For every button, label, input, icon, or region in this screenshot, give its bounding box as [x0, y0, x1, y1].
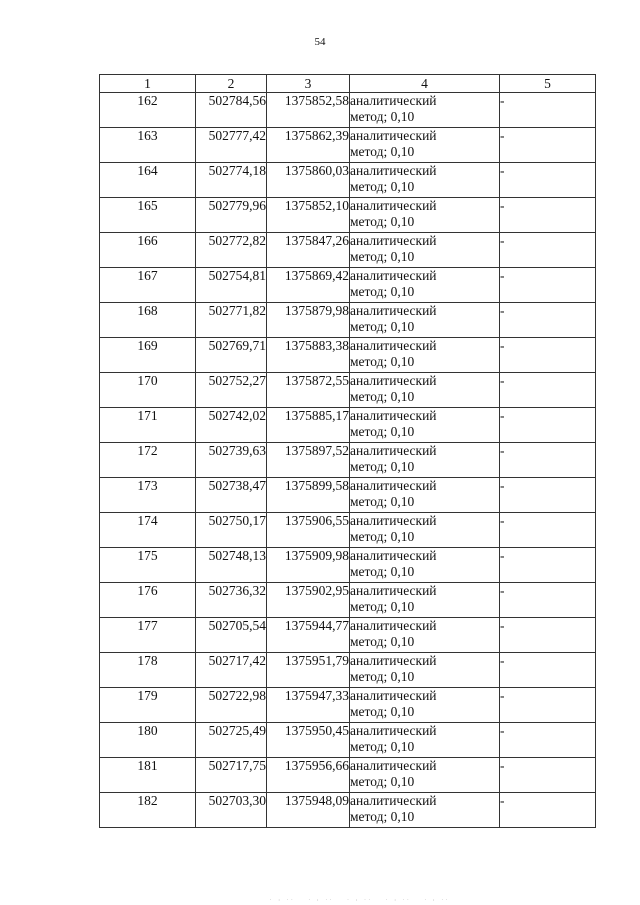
x-coordinate-cell: 502722,98 — [196, 688, 267, 723]
method-accuracy-cell — [350, 478, 500, 513]
x-coordinate-cell: 502784,56 — [196, 93, 267, 128]
point-number-cell: 173 — [100, 478, 196, 513]
y-coordinate-cell: 1375897,52 — [267, 443, 350, 478]
note-cell: - — [500, 128, 596, 163]
table-row — [100, 93, 596, 128]
method-accuracy-cell — [350, 793, 500, 828]
point-number-cell: 169 — [100, 338, 196, 373]
table-row — [100, 513, 596, 548]
y-coordinate-cell: 1375862,39 — [267, 128, 350, 163]
table-row — [100, 688, 596, 723]
method-text: аналитический — [350, 478, 437, 493]
method-accuracy-text: метод; 0,10 — [350, 109, 415, 124]
x-coordinate-cell: 502754,81 — [196, 268, 267, 303]
method-text: аналитический — [350, 198, 437, 213]
method-text: аналитический — [350, 373, 437, 388]
method-text: аналитический — [350, 443, 437, 458]
x-coordinate-cell: 502717,75 — [196, 758, 267, 793]
point-number-cell: 167 — [100, 268, 196, 303]
y-coordinate-cell: 1375944,77 — [267, 618, 350, 653]
note-cell: - — [500, 688, 596, 723]
method-accuracy-text: метод; 0,10 — [350, 704, 415, 719]
method-accuracy-cell — [350, 198, 500, 233]
table-row — [100, 198, 596, 233]
method-text: аналитический — [350, 303, 437, 318]
point-number-cell: 175 — [100, 548, 196, 583]
note-cell: - — [500, 478, 596, 513]
method-accuracy-text: метод; 0,10 — [350, 634, 415, 649]
method-text: аналитический — [350, 93, 437, 108]
point-number-cell: 179 — [100, 688, 196, 723]
column-header-1: 1 — [100, 75, 196, 93]
table-row — [100, 478, 596, 513]
header-row — [100, 75, 596, 93]
method-accuracy-cell — [350, 268, 500, 303]
method-accuracy-cell — [350, 618, 500, 653]
x-coordinate-cell: 502777,42 — [196, 128, 267, 163]
method-accuracy-text: метод; 0,10 — [350, 424, 415, 439]
table-row — [100, 548, 596, 583]
note-cell: - — [500, 548, 596, 583]
note-cell: - — [500, 233, 596, 268]
note-cell: - — [500, 338, 596, 373]
table-row — [100, 163, 596, 198]
method-accuracy-cell — [350, 723, 500, 758]
y-coordinate-cell: 1375902,95 — [267, 583, 350, 618]
x-coordinate-cell: 502769,71 — [196, 338, 267, 373]
y-coordinate-cell: 1375879,98 — [267, 303, 350, 338]
x-coordinate-cell: 502742,02 — [196, 408, 267, 443]
y-coordinate-cell: 1375869,42 — [267, 268, 350, 303]
point-number-cell: 172 — [100, 443, 196, 478]
point-number-cell: 182 — [100, 793, 196, 828]
x-coordinate-cell: 502717,42 — [196, 653, 267, 688]
note-cell: - — [500, 793, 596, 828]
method-text: аналитический — [350, 128, 437, 143]
note-cell: - — [500, 93, 596, 128]
method-text: аналитический — [350, 338, 437, 353]
method-accuracy-cell — [350, 443, 500, 478]
y-coordinate-cell: 1375950,45 — [267, 723, 350, 758]
table-row — [100, 303, 596, 338]
method-text: аналитический — [350, 233, 437, 248]
method-accuracy-cell — [350, 548, 500, 583]
note-cell: - — [500, 268, 596, 303]
x-coordinate-cell: 502705,54 — [196, 618, 267, 653]
method-accuracy-cell — [350, 583, 500, 618]
note-cell: - — [500, 618, 596, 653]
x-coordinate-cell: 502703,30 — [196, 793, 267, 828]
table-row — [100, 373, 596, 408]
y-coordinate-cell: 1375852,10 — [267, 198, 350, 233]
method-text: аналитический — [350, 408, 437, 423]
note-cell: - — [500, 443, 596, 478]
method-accuracy-text: метод; 0,10 — [350, 774, 415, 789]
method-text: аналитический — [350, 548, 437, 563]
point-number-cell: 178 — [100, 653, 196, 688]
table-row — [100, 758, 596, 793]
x-coordinate-cell: 502736,32 — [196, 583, 267, 618]
y-coordinate-cell: 1375860,03 — [267, 163, 350, 198]
method-accuracy-cell — [350, 128, 500, 163]
x-coordinate-cell: 502774,18 — [196, 163, 267, 198]
method-accuracy-text: метод; 0,10 — [350, 179, 415, 194]
x-coordinate-cell: 502772,82 — [196, 233, 267, 268]
method-accuracy-cell — [350, 93, 500, 128]
point-number-cell: 163 — [100, 128, 196, 163]
method-accuracy-text: метод; 0,10 — [350, 354, 415, 369]
x-coordinate-cell: 502771,82 — [196, 303, 267, 338]
point-number-cell: 164 — [100, 163, 196, 198]
page-number: 54 — [314, 36, 326, 48]
y-coordinate-cell: 1375883,38 — [267, 338, 350, 373]
scan-artifact-marks: . , .. ´ . , .. ` . , .. ´ . , .. ` . , .. — [270, 897, 451, 902]
x-coordinate-cell: 502750,17 — [196, 513, 267, 548]
method-text: аналитический — [350, 583, 437, 598]
table-row — [100, 268, 596, 303]
column-header-2: 2 — [196, 75, 267, 93]
method-accuracy-cell — [350, 688, 500, 723]
method-text: аналитический — [350, 618, 437, 633]
x-coordinate-cell: 502738,47 — [196, 478, 267, 513]
method-accuracy-cell — [350, 408, 500, 443]
point-number-cell: 165 — [100, 198, 196, 233]
table-row — [100, 583, 596, 618]
method-accuracy-cell — [350, 373, 500, 408]
y-coordinate-cell: 1375885,17 — [267, 408, 350, 443]
point-number-cell: 180 — [100, 723, 196, 758]
method-text: аналитический — [350, 653, 437, 668]
method-accuracy-text: метод; 0,10 — [350, 564, 415, 579]
point-number-cell: 174 — [100, 513, 196, 548]
method-accuracy-text: метод; 0,10 — [350, 284, 415, 299]
method-text: аналитический — [350, 723, 437, 738]
point-number-cell: 176 — [100, 583, 196, 618]
table-row — [100, 338, 596, 373]
y-coordinate-cell: 1375947,33 — [267, 688, 350, 723]
method-accuracy-text: метод; 0,10 — [350, 739, 415, 754]
method-accuracy-text: метод; 0,10 — [350, 319, 415, 334]
method-text: аналитический — [350, 513, 437, 528]
method-accuracy-cell — [350, 233, 500, 268]
method-accuracy-text: метод; 0,10 — [350, 669, 415, 684]
method-accuracy-text: метод; 0,10 — [350, 809, 415, 824]
method-accuracy-text: метод; 0,10 — [350, 389, 415, 404]
method-text: аналитический — [350, 793, 437, 808]
method-accuracy-text: метод; 0,10 — [350, 494, 415, 509]
column-header-5: 5 — [500, 75, 596, 93]
table-row — [100, 233, 596, 268]
method-text: аналитический — [350, 268, 437, 283]
x-coordinate-cell: 502725,49 — [196, 723, 267, 758]
method-accuracy-cell — [350, 758, 500, 793]
point-number-cell: 168 — [100, 303, 196, 338]
method-accuracy-text: метод; 0,10 — [350, 214, 415, 229]
point-number-cell: 162 — [100, 93, 196, 128]
note-cell: - — [500, 303, 596, 338]
table-row — [100, 128, 596, 163]
y-coordinate-cell: 1375872,55 — [267, 373, 350, 408]
column-header-3: 3 — [267, 75, 350, 93]
note-cell: - — [500, 583, 596, 618]
method-accuracy-text: метод; 0,10 — [350, 529, 415, 544]
point-number-cell: 177 — [100, 618, 196, 653]
point-number-cell: 171 — [100, 408, 196, 443]
method-accuracy-cell — [350, 303, 500, 338]
method-text: аналитический — [350, 758, 437, 773]
note-cell: - — [500, 163, 596, 198]
method-accuracy-text: метод; 0,10 — [350, 459, 415, 474]
column-header-4: 4 — [350, 75, 500, 93]
method-accuracy-cell — [350, 338, 500, 373]
y-coordinate-cell: 1375852,58 — [267, 93, 350, 128]
note-cell: - — [500, 758, 596, 793]
method-text: аналитический — [350, 163, 437, 178]
x-coordinate-cell: 502739,63 — [196, 443, 267, 478]
method-text: аналитический — [350, 688, 437, 703]
note-cell: - — [500, 198, 596, 233]
point-number-cell: 181 — [100, 758, 196, 793]
table-row — [100, 793, 596, 828]
table-row — [100, 653, 596, 688]
point-number-cell: 166 — [100, 233, 196, 268]
table-row — [100, 618, 596, 653]
x-coordinate-cell: 502779,96 — [196, 198, 267, 233]
note-cell: - — [500, 408, 596, 443]
table-row — [100, 443, 596, 478]
x-coordinate-cell: 502752,27 — [196, 373, 267, 408]
table-row — [100, 408, 596, 443]
y-coordinate-cell: 1375956,66 — [267, 758, 350, 793]
y-coordinate-cell: 1375951,79 — [267, 653, 350, 688]
y-coordinate-cell: 1375948,09 — [267, 793, 350, 828]
y-coordinate-cell: 1375906,55 — [267, 513, 350, 548]
method-accuracy-cell — [350, 653, 500, 688]
coordinates-table — [99, 74, 596, 828]
note-cell: - — [500, 653, 596, 688]
method-accuracy-text: метод; 0,10 — [350, 144, 415, 159]
note-cell: - — [500, 513, 596, 548]
y-coordinate-cell: 1375899,58 — [267, 478, 350, 513]
y-coordinate-cell: 1375909,98 — [267, 548, 350, 583]
x-coordinate-cell: 502748,13 — [196, 548, 267, 583]
method-accuracy-text: метод; 0,10 — [350, 599, 415, 614]
method-accuracy-text: метод; 0,10 — [350, 249, 415, 264]
y-coordinate-cell: 1375847,26 — [267, 233, 350, 268]
point-number-cell: 170 — [100, 373, 196, 408]
note-cell: - — [500, 373, 596, 408]
method-accuracy-cell — [350, 513, 500, 548]
table-row — [100, 723, 596, 758]
note-cell: - — [500, 723, 596, 758]
method-accuracy-cell — [350, 163, 500, 198]
